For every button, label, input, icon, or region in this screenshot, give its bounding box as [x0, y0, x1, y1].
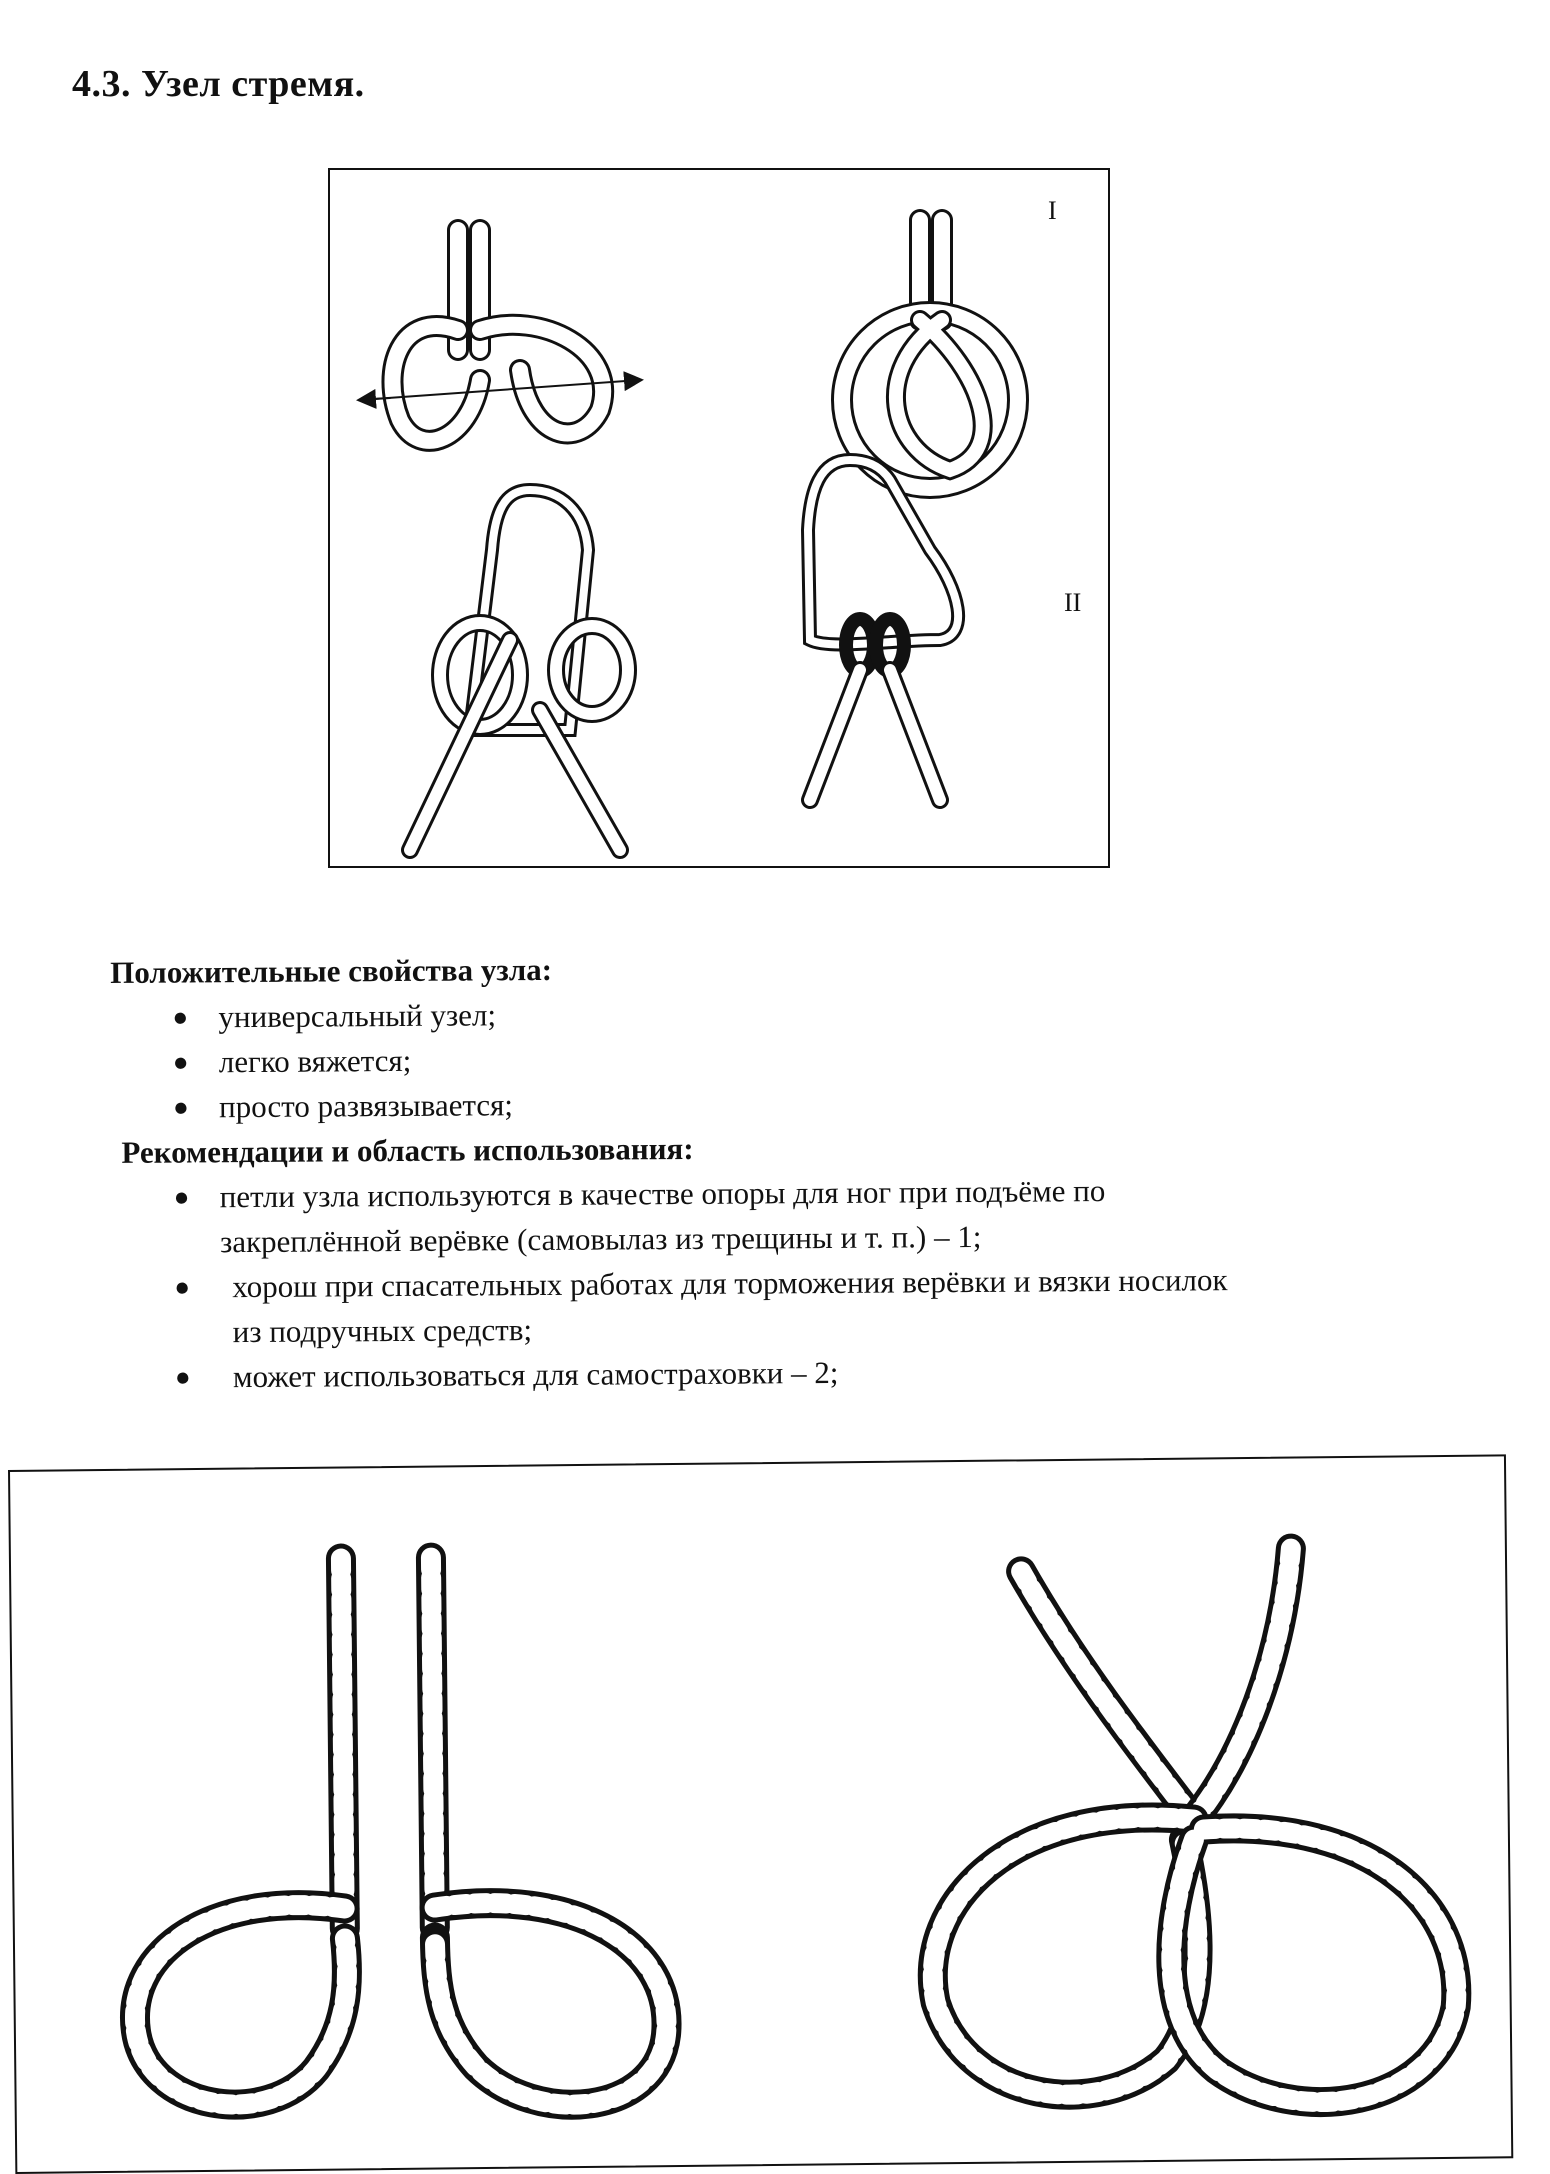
knot-steps-illustration	[330, 170, 1108, 866]
bullet-icon: ●	[174, 1362, 191, 1392]
bullet-icon: ●	[172, 1002, 189, 1032]
figure-knot-large	[8, 1454, 1513, 2174]
bullet-icon: ●	[172, 1092, 189, 1122]
carabiner-step-4	[808, 460, 958, 800]
page-title: 4.3. Узел стремя.	[72, 63, 365, 105]
bullet-icon: ●	[172, 1047, 189, 1077]
figure-label-ii: II	[1064, 588, 1082, 617]
carabiner-step-3	[410, 490, 628, 850]
rope-ring-step-2	[842, 220, 1018, 488]
bullet-icon: ●	[174, 1272, 191, 1302]
list-item: ● легко вяжется;	[173, 1031, 1411, 1085]
list-item: ● универсальный узел;	[172, 986, 1410, 1040]
recommendations-heading: Рекомендации и область использования:	[121, 1130, 694, 1170]
positive-properties-heading: Положительные свойства узла:	[110, 951, 553, 990]
list-item: ● просто развязывается;	[173, 1076, 1411, 1130]
recommendations-list	[112, 1166, 1414, 1400]
figure-label-i: I	[1048, 196, 1057, 225]
knot-large-illustration	[10, 1456, 1511, 2172]
knot-properties-text	[110, 941, 1413, 1400]
list-item: ● хорош при спасательных работах для торможения верёвки и вязки носилок из подручных средств;	[174, 1262, 1228, 1350]
rope-two-loops	[130, 1555, 667, 2109]
list-item: ● может использоваться для самостраховки – 2;	[175, 1346, 1413, 1400]
positive-properties-list	[110, 986, 1411, 1130]
rope-crossed-loops	[928, 1547, 1457, 2106]
list-item: ● петли узла используются в качестве опоры для ног при подъёме по закреплённой верёвке (самовылаз из трещины и т. п.) – 1;	[173, 1173, 1106, 1260]
bullet-icon: ●	[173, 1182, 190, 1212]
rope-loops-step-1	[360, 230, 640, 441]
figure-knot-steps	[328, 168, 1110, 868]
